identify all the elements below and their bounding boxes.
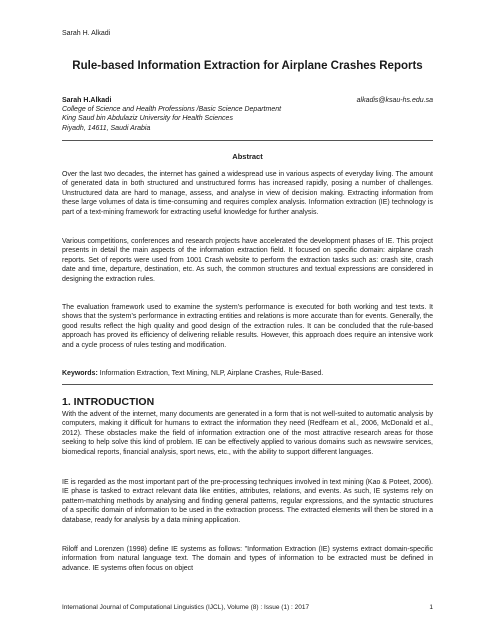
running-head: Sarah H. Alkadi: [62, 30, 111, 37]
divider-bottom: [62, 384, 433, 385]
page-footer: [62, 604, 433, 611]
intro-paragraph-2: IE is regarded as the most important part of the pre-processing techniques involved in text mining (Kao & Poteet, 2006). IE phase is tasked to extract relevant data like entities, attributes, relations, and events. As such, IE systems rely on pattern-matching methods by analysing and finding general patterns, regular expressions, and the syntactic structures of a specific domain of information to be used in the extraction process. The extracted elements will then be stored in a database, ready for analysis by a data mining application.: [62, 479, 433, 524]
keywords-text: Information Extraction, Text Mining, NLP, Airplane Crashes, Rule-Based.: [99, 370, 324, 377]
author-affiliation-3: Riyadh, 14611, Saudi Arabia: [62, 124, 151, 132]
keywords-line: [62, 369, 433, 378]
section-heading-introduction: 1. INTRODUCTION: [62, 396, 155, 408]
author-name: Sarah H.Alkadi: [62, 97, 112, 104]
abstract-paragraph-1: Over the last two decades, the internet has gained a widespread use in various aspects of everyday living. The amount of generated data in both structured and unstructured forms has increased rapidly, posing a number of challenges. Unstructured data are hard to manage, assess, and analyse in view of decision making. Extracting information from these large volumes of data is time-consuming and requires complex analysis. Information extraction (IE) technology is part of a text-mining framework for extracting useful knowledge for further analysis.: [62, 171, 433, 216]
abstract-paragraph-3: The evaluation framework used to examine the system’s performance is executed for both working and test texts. It shows that the system’s performance in extracting entities and relations is more accurate than for events. Generally, the good results reflect the high quality and good design of the extraction rules. It can be concluded that the rule-based approach has proved its efficiency of delivering reliable results. However, this approach does require an intensive work and a cycle process of rules testing and modification.: [62, 304, 433, 349]
journal-citation: International Journal of Computational Linguistics (IJCL), Volume (8) : Issue (1) : 2017: [62, 604, 310, 611]
author-affiliation-1: College of Science and Health Professions /Basic Science Department: [62, 106, 282, 114]
abstract-heading: Abstract: [232, 152, 263, 161]
author-email[interactable]: alkadis@ksau-hs.edu.sa: [356, 97, 433, 104]
intro-paragraph-1: With the advent of the internet, many documents are generated in a form that is not well-suited to automatic analysis by computers, making it difficult for humans to extract the information they need (Redfearn et al., 2006, McDonald et al., 2012). These obstacles make the field of information extraction one of the most attractive research areas for those seeking to help solve this kind of problem. IE can be effectively applied to various domains such as newswire services, biomedical reports, financial analysis, sport news, etc., with the ability to support different languages.: [62, 411, 433, 456]
divider-top: [62, 140, 433, 141]
paper-title: Rule-based Information Extraction for Airplane Crashes Reports: [72, 60, 423, 72]
page-number: 1: [429, 604, 433, 611]
abstract-paragraph-2: Various competitions, conferences and research projects have accelerated the development phases of IE. This project presents in detail the main aspects of the information extraction field. It focused on specific domain: airplane crash reports. Set of reports were used from 1001 Crash website to perform the extraction tasks such as: crash site, crash date and time, departure, destination, etc. As such, the common structures and textual expressions are considered in designing the extraction rules.: [62, 238, 433, 283]
keywords-label: Keywords:: [62, 370, 98, 377]
intro-paragraph-3: Riloff and Lorenzen (1998) define IE systems as follows: "Information Extraction (IE) systems extract domain-specific information from natural language text. The domain and types of information to be extracted must be defined in advance. IE systems often focus on object: [62, 546, 433, 572]
author-affiliation-2: King Saud bin Abdulaziz University for Health Sciences: [62, 115, 233, 123]
author-block: [62, 96, 433, 133]
